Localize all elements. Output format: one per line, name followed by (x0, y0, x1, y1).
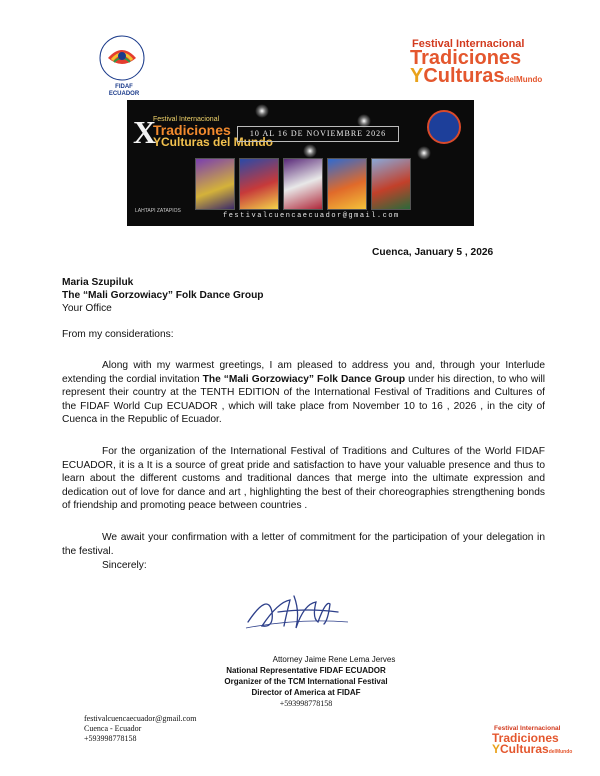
paragraph-invitation (62, 359, 545, 427)
dancer-photo (327, 158, 367, 210)
fidaf-country: ECUADOR (108, 91, 140, 97)
paragraph-organization-text: For the organization of the International Festival of Traditions and Cultures of the World FIDAF ECUADOR, it is a It is a source of great pride and satisfaction to have your valuable presence and thus to learn about the different customs and traditional dances that merge into the ultimate expression and dedication out of love for dance and art , highlighting the best of their choreographies strengthening bonds of friendship and promoting peace between countries . (62, 446, 545, 511)
festival-logo-mundo: Mundo (516, 75, 543, 84)
footer-logo-del: del (548, 749, 556, 755)
footer-logo-line2 (492, 743, 572, 758)
paragraph-invitation-group: The “Mali Gorzowiacy” Folk Dance Group (202, 373, 406, 385)
banner-title-line1: Tradiciones (153, 122, 231, 138)
signatory-title-3: Director of America at FIDAF (251, 688, 361, 697)
banner-email: festivalcuencaecuador@gmail.com (223, 212, 400, 220)
banner-dates: 10 AL 16 DE NOVIEMBRE 2026 (237, 126, 399, 142)
signatory-phone: +593998778158 (279, 699, 333, 708)
paragraph-invitation-a: Along with my warmest greetings, I am pleased to address you and, through your Interlude extending the cordial invitation (62, 360, 545, 385)
fidaf-name: FIDAF (115, 84, 133, 90)
signature-block (186, 654, 426, 709)
recipient-name: Maria Szupiluk (62, 277, 134, 288)
recipient-group: The “Mali Gorzowiacy” Folk Dance Group (62, 290, 264, 301)
footer-logo-small: Festival Internacional (494, 725, 561, 732)
festival-banner (127, 100, 474, 226)
signatory-title-2: Organizer of the TCM International Festival (224, 677, 388, 686)
spotlight-icon (417, 146, 431, 160)
footer-logo-line1: Tradiciones (492, 731, 559, 745)
signatory-title-1: National Representative FIDAF ECUADOR (226, 666, 386, 675)
banner-fidaf-logo-icon (427, 110, 461, 144)
banner-roman-numeral: X (133, 114, 157, 150)
footer-logo-mundo: Mundo (555, 749, 573, 755)
dancer-photo (239, 158, 279, 210)
banner-sponsor: LAHTAPI ZATAPIOS (135, 208, 181, 214)
footer-logo-y: Y (492, 742, 501, 756)
dancer-photo (283, 158, 323, 210)
spotlight-icon (303, 144, 317, 158)
festival-logo-culturas: Culturas (423, 65, 505, 87)
footer-contact (84, 714, 196, 744)
footer-email: festivalcuencaecuador@gmail.com (84, 714, 197, 723)
recipient-office: Your Office (62, 303, 112, 314)
footer-city: Cuenca - Ecuador (84, 724, 142, 733)
banner-title-line2: YCulturas del Mundo (153, 135, 273, 149)
dancer-photo (195, 158, 235, 210)
banner-small-title: Festival Internacional (153, 116, 220, 123)
fidaf-wordmark (96, 84, 152, 98)
closing: Sincerely: (102, 560, 147, 571)
spotlight-icon (255, 104, 269, 118)
footer-phone: +593998778158 (84, 734, 137, 743)
dancer-photo (371, 158, 411, 210)
paragraph-confirmation-text: We await your confirmation with a letter of commitment for the participation of your delegation in the festival. (62, 532, 545, 557)
paragraph-organization (62, 445, 545, 513)
festival-logo-line1: Tradiciones (410, 47, 522, 69)
festival-logo-y: Y (410, 65, 424, 87)
signatory-name: Attorney Jaime Rene Lema Jerves (272, 655, 396, 664)
salutation: From my considerations: (62, 329, 174, 340)
paragraph-confirmation (62, 531, 545, 558)
letter-date: Cuenca, January 5 , 2026 (372, 247, 494, 258)
handwritten-signature (238, 582, 358, 640)
festival-logo-del: del (504, 75, 517, 84)
festival-logo-small: Festival Internacional (412, 38, 525, 50)
festival-logo-line2 (410, 66, 542, 90)
footer-logo-culturas: Culturas (500, 742, 549, 756)
paragraph-invitation-b: under his direction, to who will represent their country at the TENTH EDITION of the International Festival of Traditions and Cultures of the FIDAF World Cup ECUADOR , which will take place from November 10 to 16 , 2026 , in the city of Cuenca in the Republic of Ecuador. (62, 373, 546, 425)
